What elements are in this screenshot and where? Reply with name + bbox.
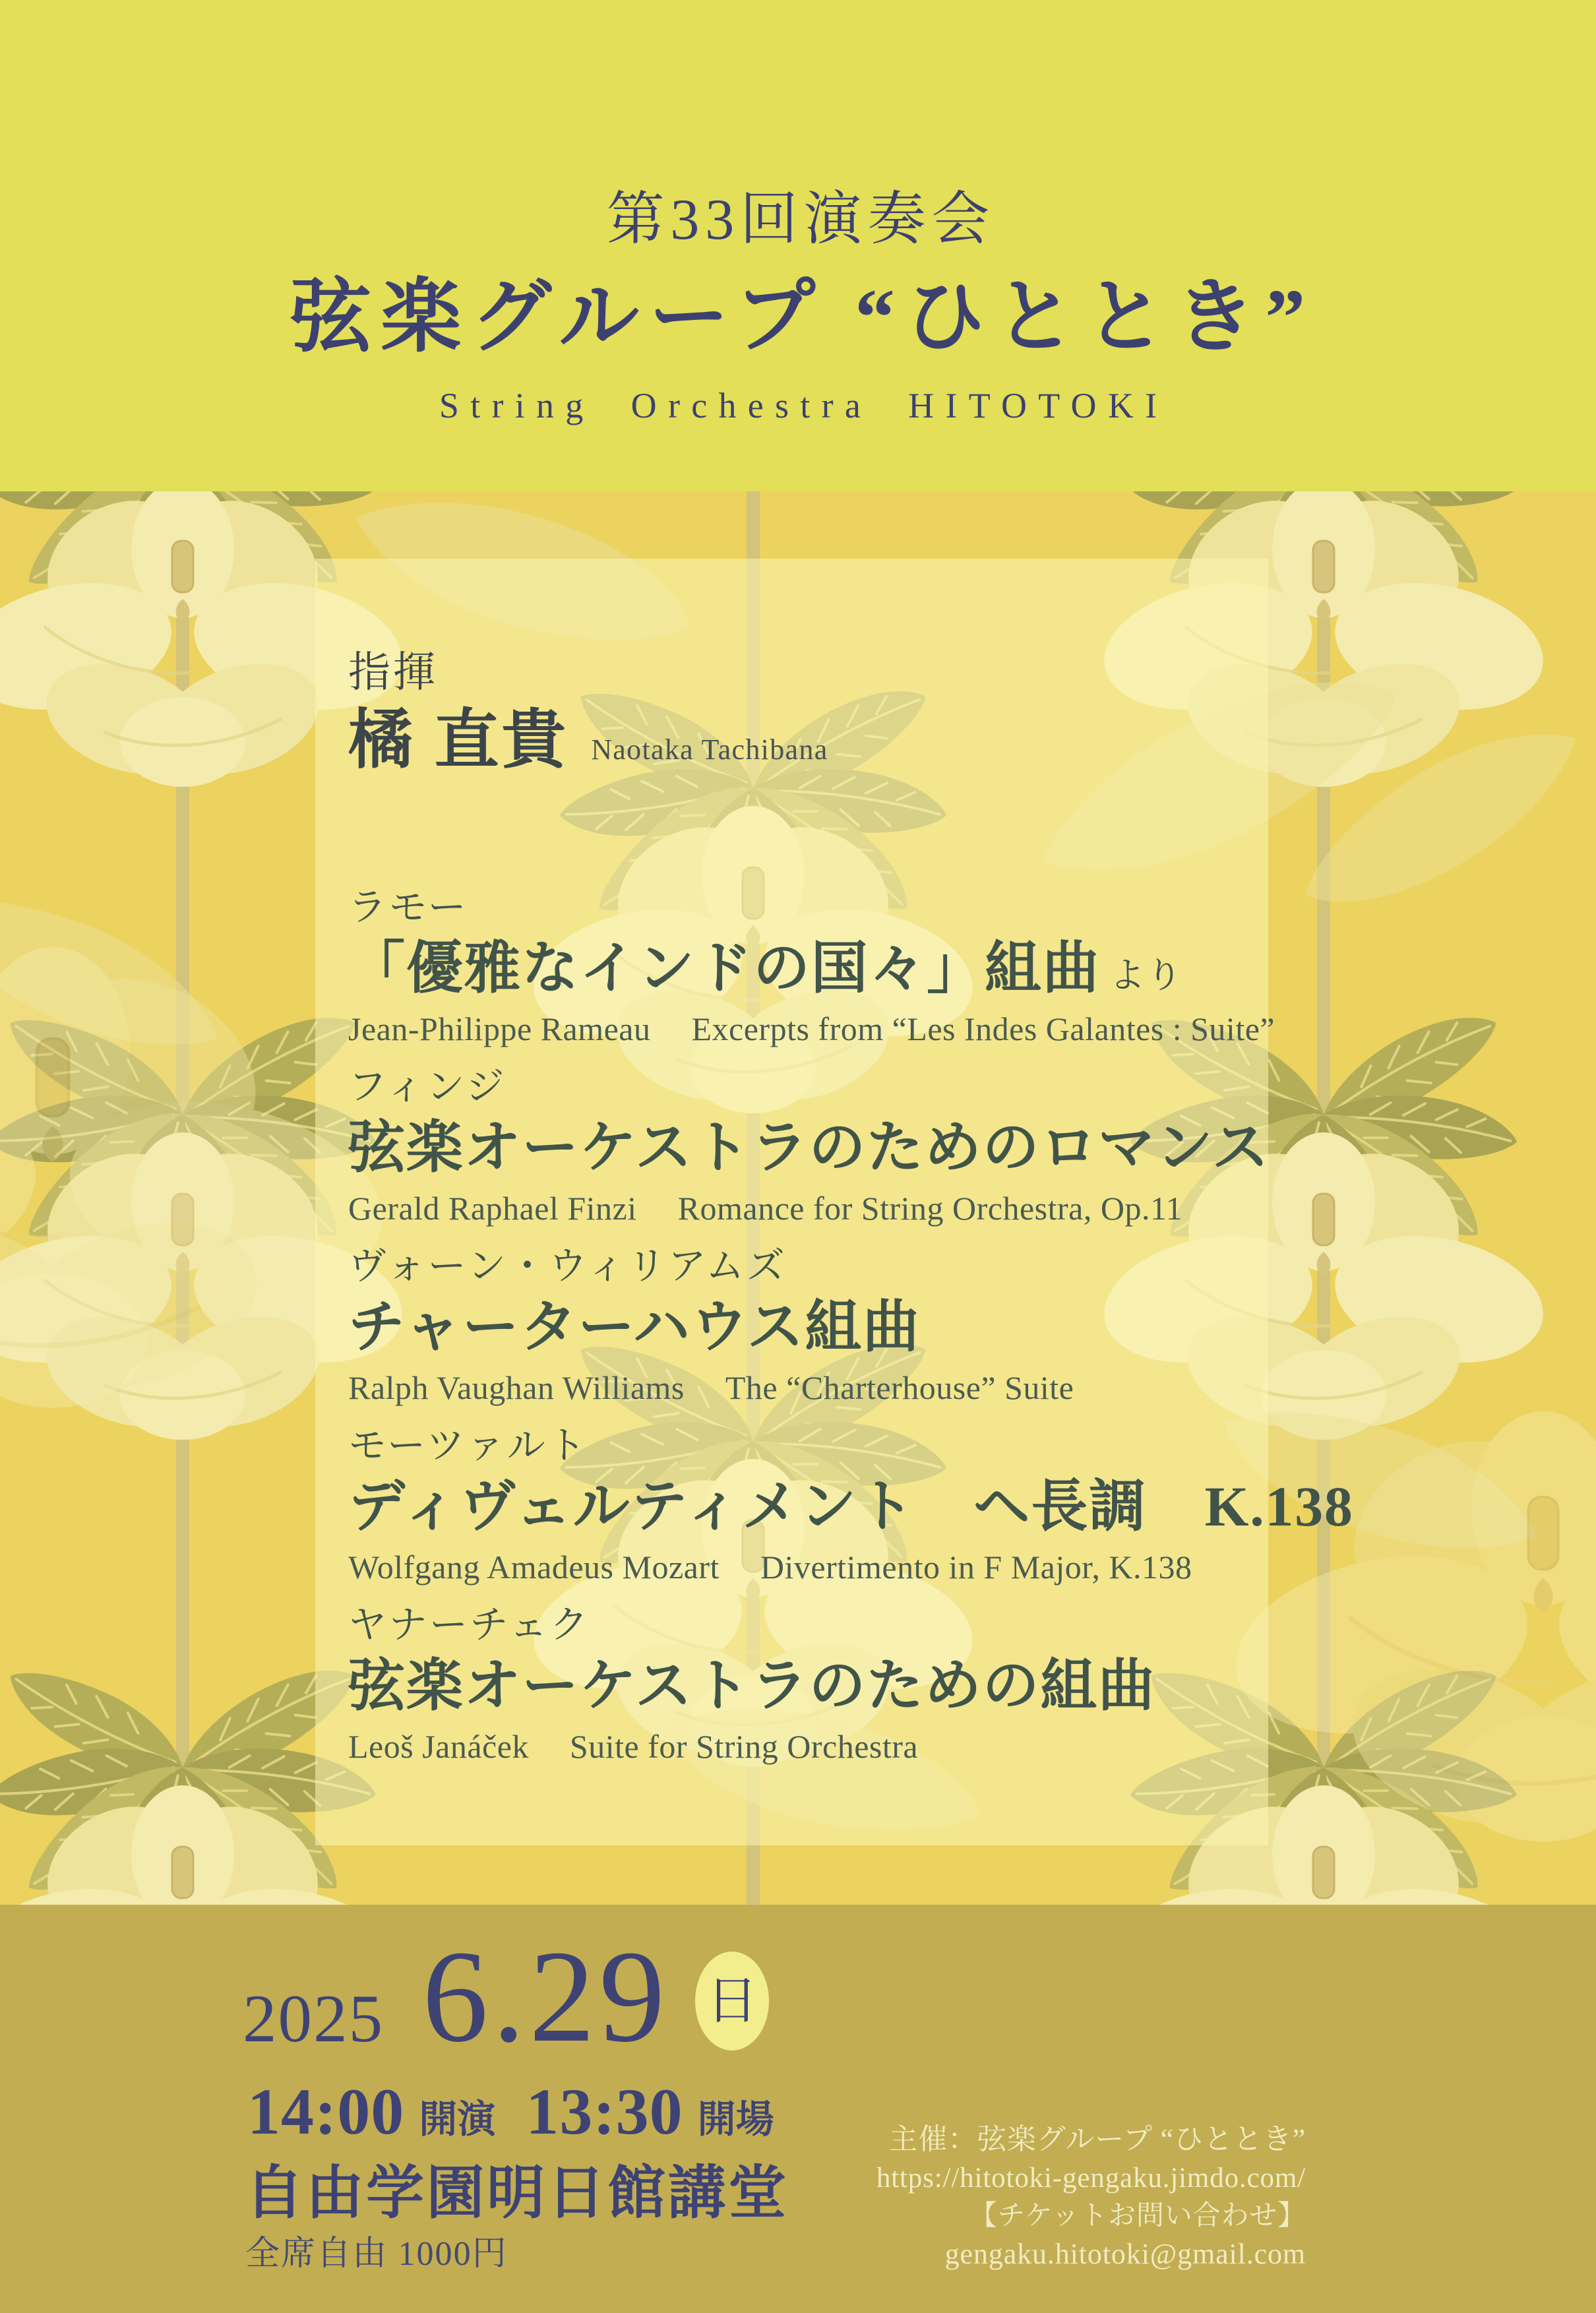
event-date-row [243,1924,769,2070]
program-composer-en: Wolfgang Amadeus Mozart [348,1549,720,1586]
program-composer-ja: ヴォーン・ウィリアムズ [348,1245,787,1287]
contact-block [876,2125,1306,2269]
program-title-ja-text: チャーターハウス組曲 [348,1295,921,1359]
start-time: 14:00 [247,2075,405,2148]
program-item-rameau [348,886,1275,1068]
program-title-ja [348,937,1183,1000]
contact-email: gengaku.hitotoki@gmail.com [944,2238,1306,2270]
program-title-en: Divertimento in F Major, K.138 [760,1549,1192,1586]
program-list [348,886,1354,1785]
concert-number: 第33回演奏会 [606,188,996,252]
conductor-name-ja: 橘 直貴 [348,705,569,776]
program-credit-en [348,1192,1182,1225]
start-time-label: 開演 [419,2097,496,2141]
program-composer-en: Gerald Raphael Finzi [348,1190,637,1227]
program-composer-ja: フィンジ [348,1065,506,1108]
program-composer-en: Ralph Vaughan Williams [348,1369,685,1406]
page-subtitle: String Orchestra HITOTOKI [439,386,1169,425]
program-composer-ja: ヤナーチェク [348,1603,591,1646]
program-item-mozart [348,1424,1354,1606]
program-composer-en: Jean-Philippe Rameau [348,1010,651,1047]
program-title-en: Suite for String Orchestra [569,1728,919,1765]
ticket-price: 全席自由 1000円 [245,2235,508,2273]
event-time-row [247,2075,774,2148]
program-title-ja-text: ディヴェルティメント ヘ長調 K.138 [348,1475,1354,1538]
program-title-ja-text: 「優雅なインドの国々」組曲 [348,937,1101,1000]
program-title-ja [348,1475,1363,1538]
program-composer-ja: ラモー [348,886,469,929]
program-credit-en [348,1012,1275,1045]
program-item-janacek [348,1603,1245,1785]
program-composer-en: Leoš Janáček [348,1728,529,1765]
conductor-block [348,649,828,776]
program-item-vaughan-williams [348,1247,1245,1427]
program-title-ja [348,1117,1279,1179]
weekday-badge [695,1952,769,2051]
program-title-ja [348,1655,1165,1717]
program-title-ja-text: 弦楽オーケストラのためのロマンス [348,1116,1270,1179]
event-date: 6.29 [422,1924,669,2070]
weekday-label: 日 [706,1972,758,2029]
conductor-role-label: 指揮 [348,649,438,696]
organizer-line: 主催：弦楽グループ “ひととき” [888,2123,1306,2155]
venue-name: 自由学園明日館講堂 [245,2162,789,2226]
ticket-inquiry-label: 【チケットお問い合わせ】 [969,2201,1306,2231]
program-title-suffix: より [1109,956,1183,995]
program-credit-en [348,1371,1074,1404]
program-title-en: Excerpts from “Les Indes Galantes : Suite” [691,1010,1275,1047]
footer-band [0,1905,1596,2313]
program-composer-ja: モーツァルト [348,1424,588,1467]
program-title-ja [348,1296,930,1359]
program-credit-en [348,1730,918,1763]
conductor-name-row [348,705,828,776]
website-url: https://hitotoki-gengaku.jimdo.com/ [876,2163,1306,2194]
open-time-label: 開場 [697,2097,774,2141]
open-time: 13:30 [526,2075,683,2148]
page-title: 弦楽グループ “ひととき” [290,273,1315,362]
event-year: 2025 [243,1981,384,2056]
program-title-ja-text: 弦楽オーケストラのための組曲 [348,1654,1156,1717]
program-item-finzi [348,1065,1270,1247]
conductor-name-en: Naotaka Tachibana [591,733,828,766]
program-title-en: Romance for String Orchestra, Op.11 [677,1190,1183,1227]
program-credit-en [348,1551,1192,1584]
program-title-en: The “Charterhouse” Suite [725,1369,1074,1406]
